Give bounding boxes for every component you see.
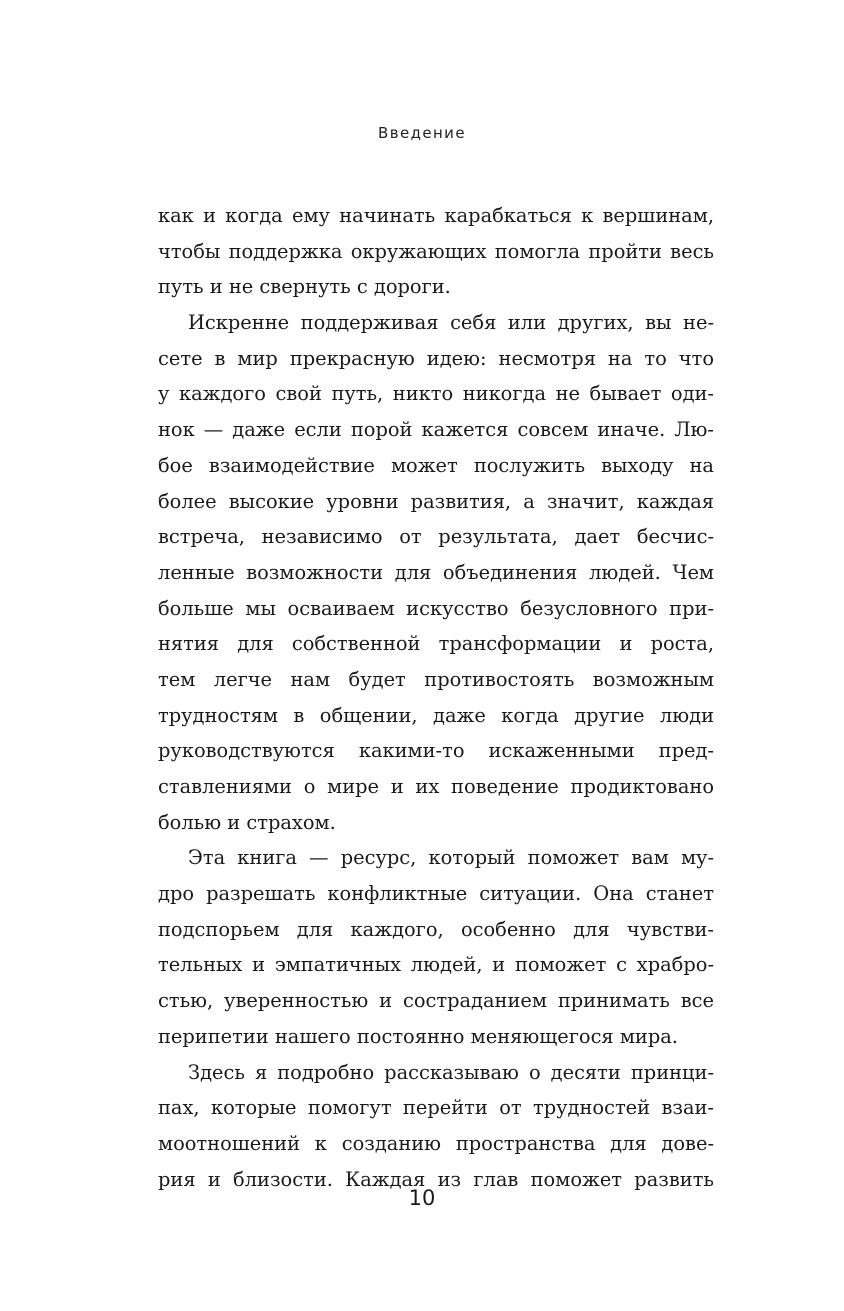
text-line: подспорьем для каждого, особенно для чувстви-: [158, 917, 714, 941]
page-number: 10: [408, 1186, 436, 1210]
text-line: пах, которые помогут перейти от трудностей взаи-: [158, 1096, 714, 1120]
text-line: нок — даже если порой кажется совсем иначе. Лю-: [158, 418, 714, 442]
text-line: как и когда ему начинать карабкаться к вершинам,: [158, 204, 714, 227]
text-line: перипетии нашего постоянно меняющегося мира.: [158, 1024, 678, 1048]
text-line: более высокие уровни развития, а значит, каждая: [158, 489, 714, 513]
text-line: рия и близости. Каждая из глав поможет развить: [158, 1167, 714, 1191]
text-line: путь и не свернуть с дороги.: [158, 275, 451, 299]
text-line: у каждого свой путь, никто никогда не бывает оди-: [158, 382, 714, 406]
text-line: трудностям в общении, даже когда другие люди: [158, 703, 714, 727]
text-line: ставлениями о мире и их поведение продиктовано: [158, 775, 714, 798]
body-text: [158, 198, 714, 1197]
text-line: больше мы осваиваем искусство безусловного при-: [158, 596, 714, 620]
text-line: болью и страхом.: [158, 810, 336, 834]
text-line: бое взаимодействие может послужить выходу на: [158, 453, 714, 477]
text-line: чтобы поддержка окружающих помогла пройти весь: [158, 239, 714, 263]
text-line: дро разрешать конфликтные ситуации. Она станет: [158, 882, 714, 906]
text-line: встреча, независимо от результата, дает бесчис-: [158, 525, 714, 549]
text-line: стью, уверенностью и состраданием принимать все: [158, 989, 714, 1013]
running-header: Введение: [378, 124, 466, 142]
text-line: тельных и эмпатичных людей, и поможет с храбро-: [158, 953, 714, 977]
text-line: Здесь я подробно рассказываю о десяти принци-: [188, 1060, 714, 1084]
text-line: моотношений к созданию пространства для дове-: [158, 1131, 714, 1155]
text-line: Эта книга — ресурс, который поможет вам му-: [188, 846, 714, 870]
text-line: Искренне поддерживая себя или других, вы не-: [188, 311, 714, 335]
text-line: ленные возможности для объединения людей. Чем: [158, 560, 714, 584]
text-line: руководствуются какими-то искаженными пред-: [158, 739, 714, 763]
text-line: сете в мир прекрасную идею: несмотря на то что: [158, 346, 714, 370]
text-line: нятия для собственной трансформации и роста,: [158, 632, 714, 656]
text-line: тем легче нам будет противостоять возможным: [158, 667, 714, 691]
